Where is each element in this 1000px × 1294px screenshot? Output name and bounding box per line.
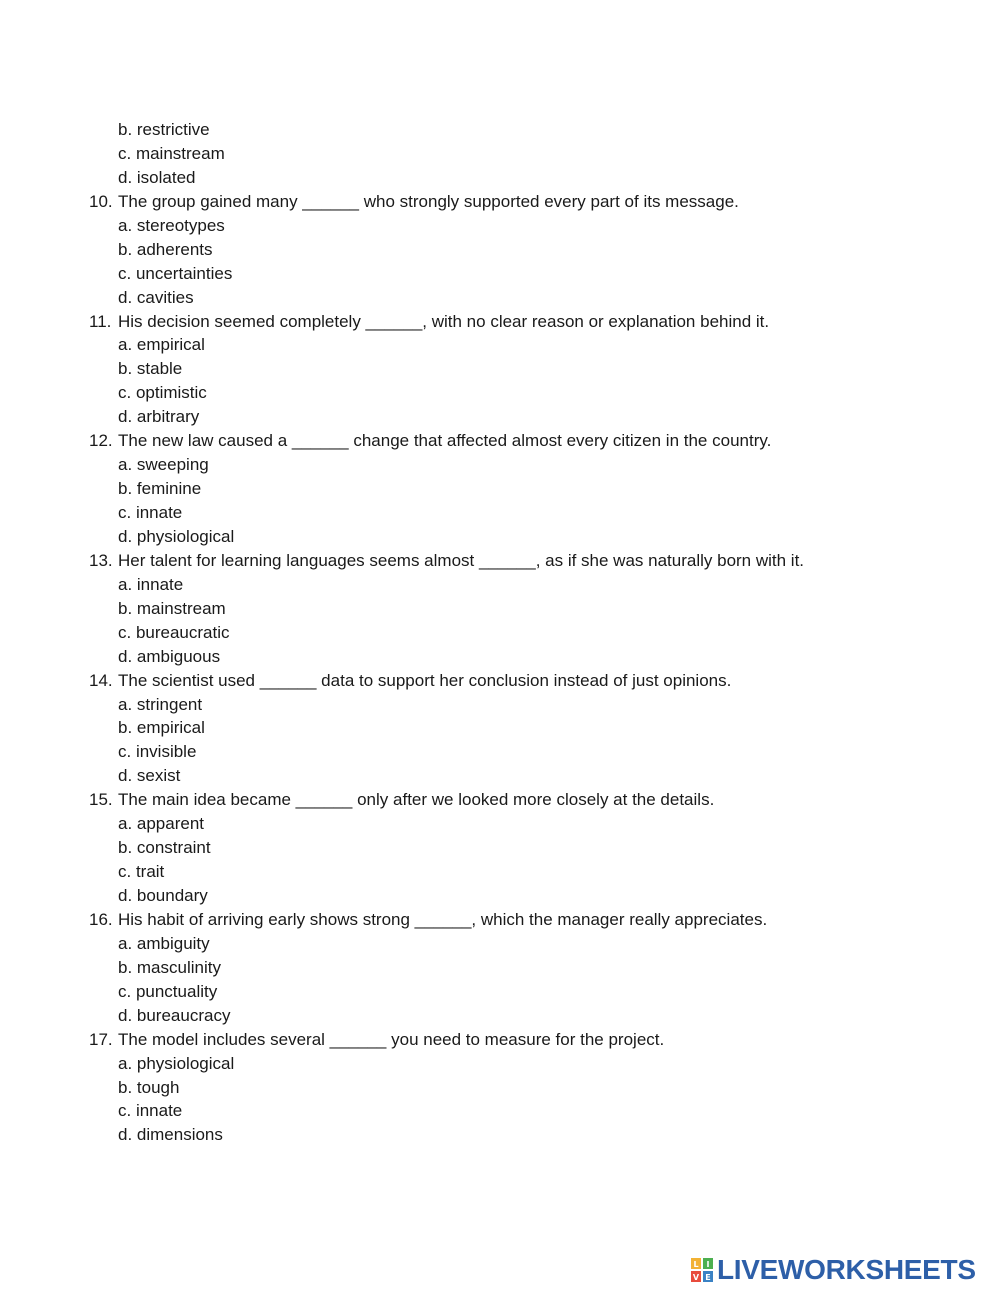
question-number: 10. <box>89 191 113 211</box>
question-stem <box>89 788 969 812</box>
answer-option: a. innate <box>118 574 184 594</box>
question-14 <box>89 669 969 789</box>
answer-option: d. physiological <box>118 526 235 546</box>
answer-option: c. invisible <box>118 742 197 762</box>
question-text: The scientist used ______ data to support her conclusion instead of just opinions. <box>118 670 732 690</box>
question-stem <box>89 908 969 932</box>
answer-option: c. mainstream <box>118 143 225 163</box>
answer-option: d. sexist <box>118 766 181 786</box>
logo-mark-tile: V <box>690 1270 702 1283</box>
answer-option: a. ambiguity <box>118 933 210 953</box>
question-text: His decision seemed completely ______, with no clear reason or explanation behind it. <box>118 311 770 331</box>
answer-option: c. innate <box>118 1101 183 1121</box>
question-number: 14. <box>89 670 113 690</box>
answer-option: b. tough <box>118 1077 180 1097</box>
answer-option: a. sweeping <box>118 455 209 475</box>
question-number: 17. <box>89 1029 113 1049</box>
answer-option: a. apparent <box>118 814 205 834</box>
answer-option: d. dimensions <box>118 1125 223 1145</box>
logo-mark-tile: E <box>702 1270 714 1283</box>
leading-options <box>89 118 969 190</box>
question-number: 15. <box>89 790 113 810</box>
question-12 <box>89 429 969 549</box>
question-10 <box>89 190 969 310</box>
answer-option: d. bureaucracy <box>118 1005 231 1025</box>
question-stem <box>89 429 969 453</box>
question-stem <box>89 1028 969 1052</box>
answer-option: c. optimistic <box>118 383 207 403</box>
logo-text: LIVEWORKSHEETS <box>717 1254 976 1285</box>
question-number: 16. <box>89 909 113 929</box>
answer-option: c. uncertainties <box>118 263 233 283</box>
answer-option: d. cavities <box>118 287 194 307</box>
answer-option: b. adherents <box>118 239 213 259</box>
answer-option: c. innate <box>118 503 183 522</box>
question-11 <box>89 310 969 430</box>
question-text: His habit of arriving early shows strong ______, which the manager really appreciates. <box>118 909 768 929</box>
answer-option: a. stereotypes <box>118 215 225 235</box>
answer-option: a. stringent <box>118 694 203 714</box>
question-number: 12. <box>89 431 113 451</box>
question-text: The model includes several ______ you need to measure for the project. <box>118 1029 665 1049</box>
question-text: The group gained many ______ who strongly supported every part of its message. <box>118 191 739 211</box>
answer-option: c. punctuality <box>118 981 218 1001</box>
question-list <box>89 190 969 1148</box>
answer-option: d. ambiguous <box>118 646 221 666</box>
logo-mark-tile: L <box>690 1257 702 1270</box>
question-number: 11. <box>89 311 112 331</box>
quiz-list <box>89 118 969 1147</box>
logo-mark-tile: I <box>702 1257 714 1270</box>
question-17 <box>89 1028 969 1148</box>
question-stem <box>89 549 969 573</box>
answer-option: d. boundary <box>118 886 208 905</box>
answer-option: c. bureaucratic <box>118 622 230 642</box>
answer-option: b. stable <box>118 359 183 379</box>
answer-option: b. constraint <box>118 838 211 858</box>
answer-option: d. arbitrary <box>118 407 200 427</box>
answer-option: c. trait <box>118 862 165 882</box>
answer-option: b. restrictive <box>118 120 210 139</box>
answer-option: a. empirical <box>118 335 205 355</box>
answer-option: d. isolated <box>118 167 196 187</box>
logo-mark-icon <box>690 1257 714 1283</box>
answer-option: b. feminine <box>118 479 202 499</box>
question-16 <box>89 908 969 1028</box>
question-stem <box>89 669 969 693</box>
answer-option: b. masculinity <box>118 957 221 977</box>
question-number: 13. <box>89 550 113 570</box>
question-text: The new law caused a ______ change that affected almost every citizen in the country. <box>118 431 772 451</box>
question-15 <box>89 788 969 908</box>
question-stem <box>89 310 969 334</box>
question-13 <box>89 549 969 669</box>
answer-option: a. physiological <box>118 1053 235 1073</box>
answer-option: b. mainstream <box>118 598 226 618</box>
question-text: Her talent for learning languages seems almost ______, as if she was naturally born with it. <box>118 550 805 570</box>
answer-option: b. empirical <box>118 718 205 738</box>
liveworksheets-logo <box>690 1255 976 1285</box>
question-text: The main idea became ______ only after we looked more closely at the details. <box>118 790 715 810</box>
question-stem <box>89 190 969 214</box>
